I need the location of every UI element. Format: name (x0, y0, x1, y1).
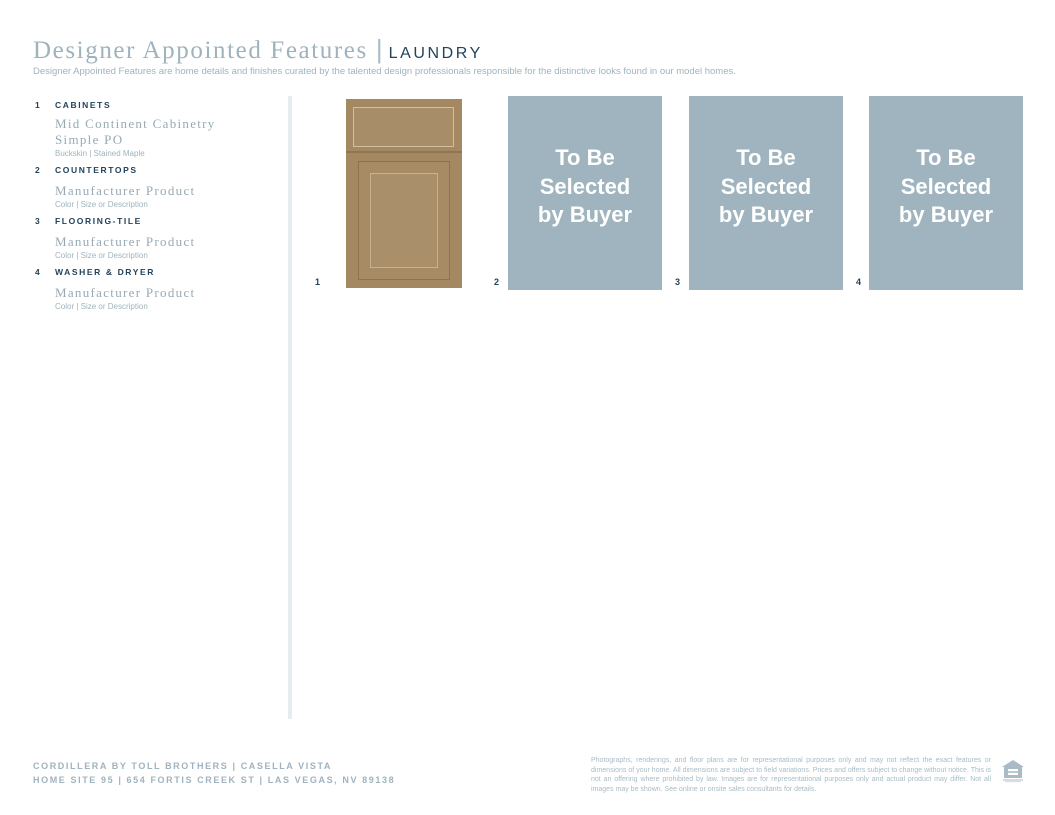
footer-home-site: HOME SITE 95 | 654 FORTIS CREEK ST | LAS VEGAS, NV 89138 (33, 775, 396, 785)
placeholder-text: To Be Selected by Buyer (898, 145, 994, 227)
placeholder-tile (508, 96, 662, 290)
page-header (33, 34, 483, 65)
placeholder-tile (869, 96, 1023, 290)
feature-detail: Color | Size or Description (55, 251, 148, 260)
door-panel (370, 173, 438, 268)
feature-category: WASHER & DRYER (55, 267, 156, 277)
thumbnail-number: 3 (675, 277, 681, 287)
drawer-front (353, 107, 454, 147)
page-subtitle: Designer Appointed Features are home details and finishes curated by the talented design professionals responsible for the distinctive looks found in our model homes. (33, 66, 736, 77)
feature-product: Manufacturer Product (55, 234, 196, 249)
feature-number: 2 (35, 165, 40, 175)
thumbnail-number: 4 (856, 277, 862, 287)
column-divider (288, 96, 292, 719)
feature-product-line2: Simple PO (55, 132, 124, 147)
footer-address (33, 759, 395, 787)
legal-disclaimer: Photographs, renderings, and floor plans are for representational purposes only and may not reflect the exact features or dimensions of your home. All dimensions are subject to field variations. Prices and offers subject to change without notice. This is not an offering where prohibited by law. Images are for representational purposes only and actual product may differ. Not all images may be shown. See online or onsite sales consultants for details. (591, 757, 991, 793)
feature-number: 3 (35, 216, 40, 226)
feature-product: Mid Continent Cabinetry (55, 116, 216, 131)
page-title: Designer Appointed Features (33, 37, 368, 64)
feature-item-cabinets (35, 100, 280, 159)
feature-number: 1 (35, 100, 40, 110)
feature-item-washer-dryer (35, 267, 280, 312)
room-name: LAUNDRY (388, 45, 483, 62)
feature-item-countertops (35, 165, 280, 210)
cabinet-door-image (346, 99, 462, 288)
feature-category: COUNTERTOPS (55, 165, 138, 175)
feature-category: FLOORING-TILE (55, 216, 142, 226)
placeholder-tile (689, 96, 843, 290)
door-frame (358, 161, 450, 280)
feature-category: CABINETS (55, 100, 112, 110)
feature-number: 4 (35, 267, 40, 277)
title-separator: | (375, 34, 383, 64)
feature-product: Manufacturer Product (55, 183, 196, 198)
feature-product: Manufacturer Product (55, 285, 196, 300)
equal-housing-opportunity-icon (1001, 759, 1025, 783)
thumbnail-number: 2 (494, 277, 500, 287)
feature-item-flooring-tile (35, 216, 280, 261)
footer-community: CORDILLERA BY TOLL BROTHERS | CASELLA VISTA (33, 761, 332, 771)
thumbnail-number: 1 (315, 277, 321, 287)
placeholder-text: To Be Selected by Buyer (537, 145, 633, 227)
feature-detail: Color | Size or Description (55, 200, 148, 209)
drawer-gap (346, 151, 462, 153)
feature-detail: Buckskin | Stained Maple (55, 149, 145, 158)
feature-detail: Color | Size or Description (55, 302, 148, 311)
feature-list (35, 100, 280, 318)
placeholder-text: To Be Selected by Buyer (718, 145, 814, 227)
